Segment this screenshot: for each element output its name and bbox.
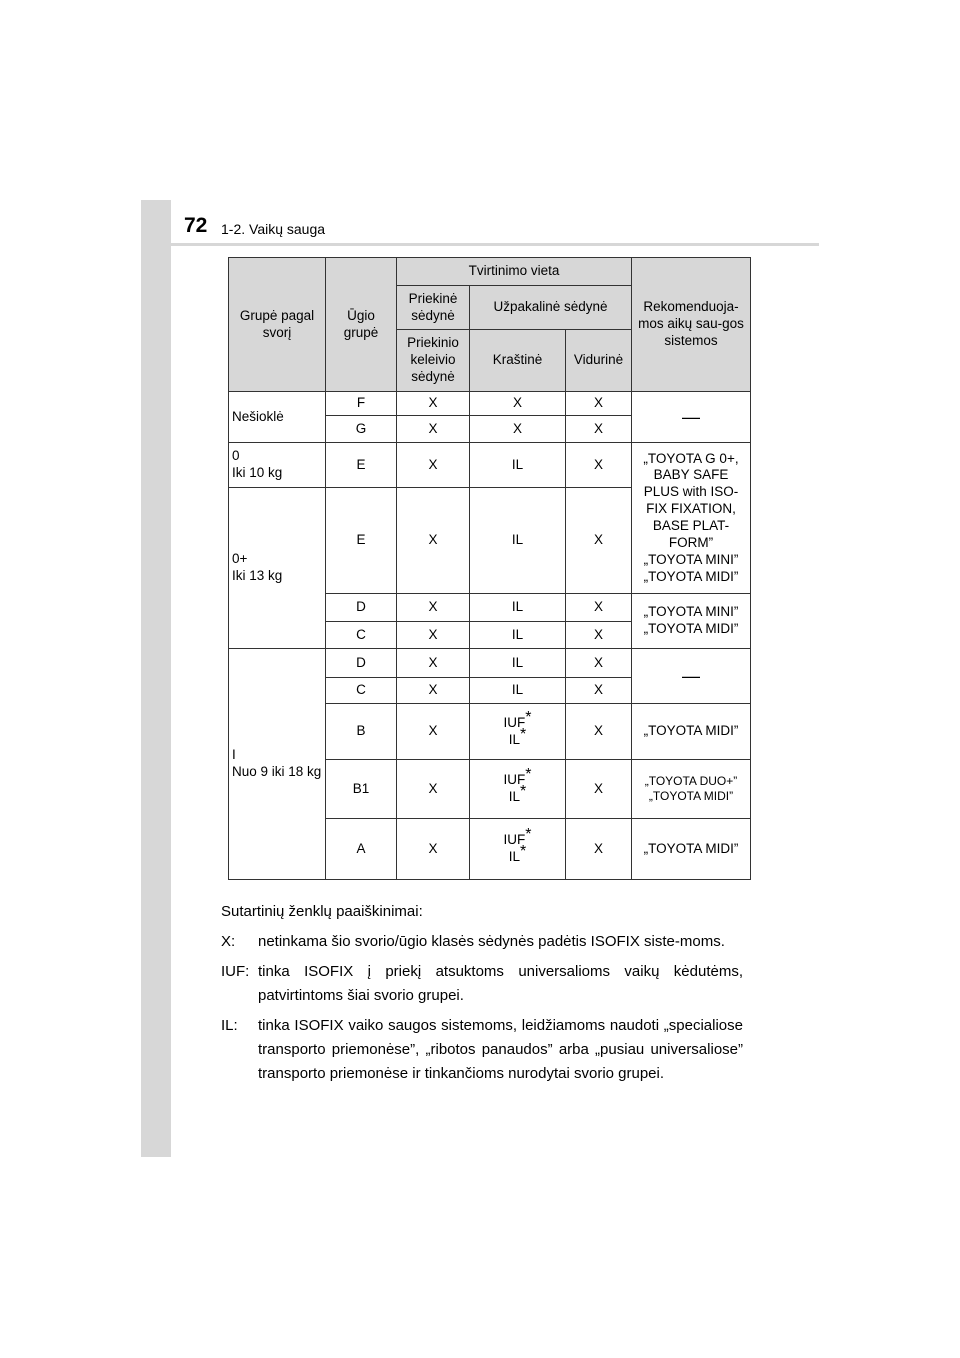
cell: IL [470,649,566,678]
cell: IL [470,443,566,488]
side-margin-bar [141,200,171,1157]
cell: IUF* IL* [470,704,566,760]
cell: X [566,704,632,760]
cell: X [566,594,632,622]
group-cell: 0+ Iki 13 kg [229,488,326,649]
group-cell: Nešioklė [229,392,326,443]
header-height-group: Ūgio grupė [326,258,397,392]
recommended-cell: — [632,649,751,704]
cell: IL [470,678,566,704]
recommended-cell: „TOYOTA MIDI” [632,704,751,760]
recommended-cell: „TOYOTA MIDI” [632,819,751,880]
header-outer: Kraštinė [470,330,566,392]
cell: IL [470,594,566,622]
cell: X [397,649,470,678]
table-row [229,443,751,488]
cell: B1 [326,760,397,819]
cell: B [326,704,397,760]
cell: E [326,488,397,594]
legend-item: X: netinkama šio svorio/ūgio klasės sėdynės padėtis ISOFIX siste-moms. [221,933,725,950]
cell: IL [470,488,566,594]
recommended-cell: „TOYOTA MINI” „TOYOTA MIDI” [632,594,751,649]
section-title: 1-2. Vaikų sauga [221,221,326,237]
cell: X [397,819,470,880]
group-cell: I Nuo 9 iki 18 kg [229,649,326,880]
cell: X [397,488,470,594]
header-front-seat: Priekinė sėdynė [397,286,470,330]
cell: X [397,622,470,649]
cell: C [326,678,397,704]
header-weight-group: Grupė pagal svorį [229,258,326,392]
header-location: Tvirtinimo vieta [397,258,632,286]
table-row [229,392,751,416]
legend [221,900,743,1092]
cell: X [397,760,470,819]
cell: IL [470,622,566,649]
cell: X [470,416,566,443]
header-rear-seat: Užpakalinė sėdynė [470,286,632,330]
recommended-cell: — [632,392,751,443]
table-row [229,649,751,678]
recommended-cell: „TOYOTA G 0+, BABY SAFE PLUS with ISO-FIX FIXATION, BASE PLAT-FORM” „TOYOTA MINI” „TOYOTA MIDI” [632,443,751,594]
cell: C [326,622,397,649]
cell: X [566,392,632,416]
isofix-table [228,257,751,880]
cell: E [326,443,397,488]
cell: X [566,622,632,649]
cell: D [326,594,397,622]
cell: X [566,488,632,594]
group-cell: 0 Iki 10 kg [229,443,326,488]
cell: X [397,594,470,622]
cell: X [397,443,470,488]
legend-item: IL: tinka ISOFIX vaiko saugos sistemoms, leidžiamoms naudoti „specialiose transporto priemonėse”, „ribotos panaudos” arba „pusiau universaliose” transporto priemonėse ir tinkančioms nurodytai svorio grupei. [221,1017,743,1082]
cell: D [326,649,397,678]
cell: X [397,678,470,704]
cell: IUF* IL* [470,760,566,819]
cell: X [470,392,566,416]
cell: F [326,392,397,416]
cell: X [566,443,632,488]
cell: X [566,819,632,880]
cell: X [397,392,470,416]
cell: X [397,704,470,760]
cell: IUF* IL* [470,819,566,880]
header-front-passenger: Priekinio keleivio sėdynė [397,330,470,392]
cell: X [566,649,632,678]
cell: X [397,416,470,443]
header-recommended: Rekomenduoja-mos aikų sau-gos sistemos [632,258,751,392]
header-rule [171,243,819,246]
cell: A [326,819,397,880]
legend-item: IUF: tinka ISOFIX į priekį atsuktoms universalioms vaikų kėdutėms, patvirtintoms šiai svorio grupei. [221,963,743,1004]
cell: X [566,416,632,443]
recommended-cell: „TOYOTA DUO+” „TOYOTA MIDI” [632,760,751,819]
cell: G [326,416,397,443]
cell: X [566,678,632,704]
cell: X [566,760,632,819]
header-middle: Vidurinė [566,330,632,392]
legend-title: Sutartinių ženklų paaiškinimai: [221,903,423,920]
page-number: 72 [184,214,208,237]
